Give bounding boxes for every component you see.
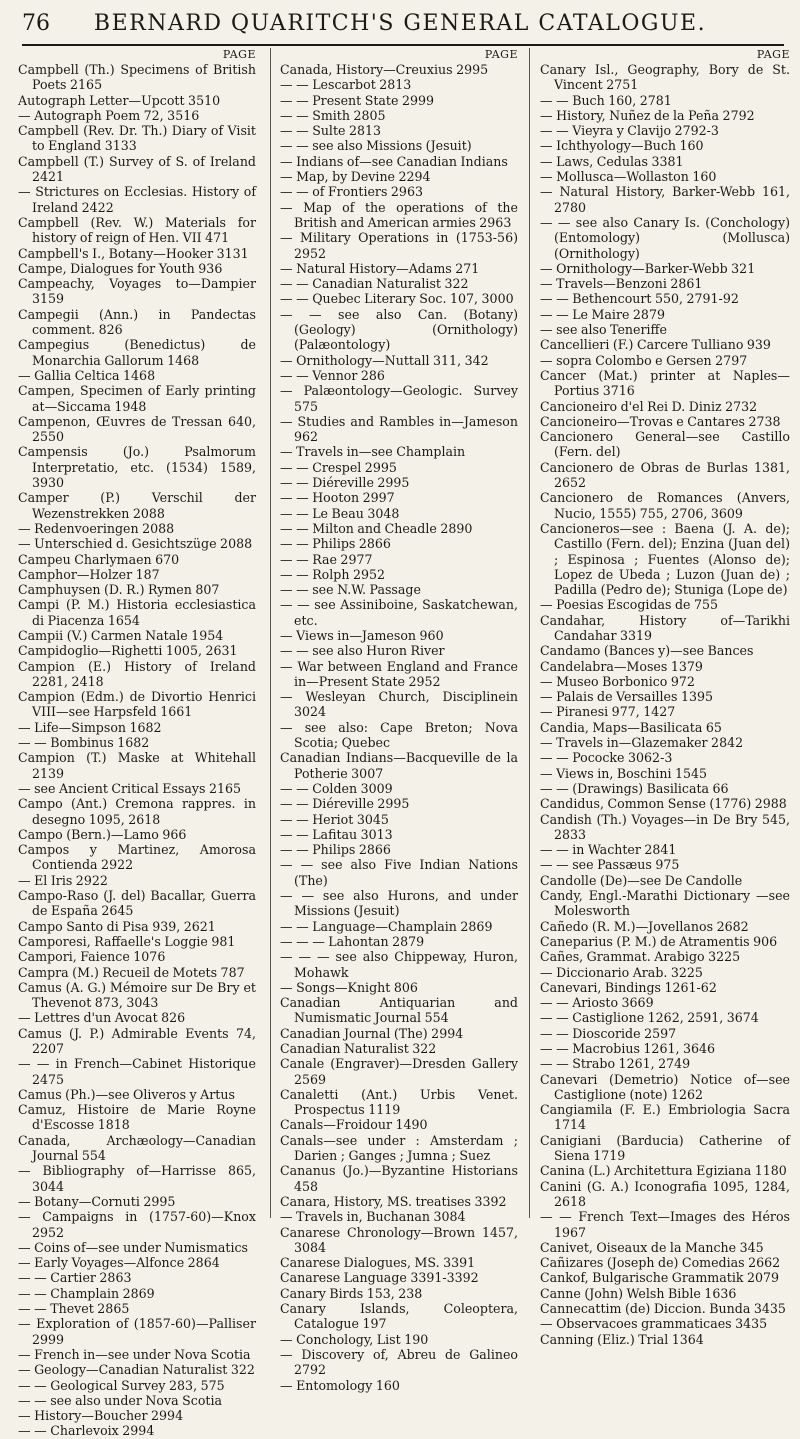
index-entry: Campbell (Rev. W.) Materials for history of reign of Hen. VII 471: [18, 214, 256, 246]
index-entry: — — Rolph 2952: [280, 566, 386, 582]
index-entry: Candolle (De)—see De Candolle: [540, 872, 743, 888]
index-entry: Camporesi, Raffaelle's Loggie 981: [18, 933, 236, 949]
index-entry: — — in French—Cabinet Historique 2475: [18, 1056, 256, 1087]
index-entry: — — Colden 3009: [280, 780, 393, 796]
index-entry: Candahar, History of—Tarikhi Candahar 3319: [540, 612, 790, 643]
index-entry: — — Bombinus 1682: [18, 735, 150, 751]
column-page-label: PAGE: [484, 48, 518, 61]
index-entry: — Observacoes grammaticaes 3435: [540, 1316, 768, 1332]
index-entry: — — Smith 2805: [280, 107, 386, 123]
index-entry: Campori, Faience 1076: [18, 949, 166, 965]
index-entry: Campion (T.) Maske at Whitehall 2139: [18, 750, 256, 781]
index-entry: — Geology—Canadian Naturalist 322: [18, 1362, 255, 1378]
index-entry: — Poesias Escogidas de 755: [540, 597, 719, 613]
index-entry: — Exploration of (1857-60)—Palliser 2999: [18, 1316, 256, 1347]
index-entry: — Discovery of, Abreu de Galineo 2792: [280, 1346, 518, 1378]
index-entry: Candamo (Bances y)—see Bances: [540, 643, 754, 659]
index-entry: Camus (Ph.)—see Oliveros y Artus: [18, 1086, 235, 1102]
index-entry: Cancioneros—see : Baena (J. A. de); Castillo (Fern. del); Enzina (Juan del) ; Espinosa ; Fuentes (Alonso de); Lopez de Ubeda ; Luzon (Juan de) ; Padilla (Pedro de); Stuniga (Lope de): [540, 520, 790, 598]
page-header: [22, 6, 778, 40]
index-entry: — — in Wachter 2841: [540, 842, 677, 858]
index-entry: Campra (M.) Recueil de Motets 787: [18, 964, 245, 980]
index-entry: — Strictures on Ecclesias. History of Ireland 2422: [18, 184, 256, 215]
index-entry: — — (Drawings) Basilicata 66: [540, 780, 729, 796]
index-entry: — — Le Maire 2879: [540, 306, 665, 322]
index-entry: Canara, History, MS. treatises 3392: [280, 1193, 507, 1209]
index-entry: Campbell (Th.) Specimens of British Poets 2165: [18, 62, 256, 93]
index-entry: Campbell (T.) Survey of S. of Ireland 2421: [18, 153, 256, 185]
index-entry: Candia, Maps—Basilicata 65: [540, 719, 722, 735]
index-entry: — — see also Canary Is. (Conchology) (Entomology) (Mollusca) (Ornithology): [540, 214, 790, 261]
index-entry: — Wesleyan Church, Disciplinein 3024: [280, 689, 518, 720]
index-entry: — — Buch 160, 2781: [540, 92, 672, 108]
index-entry: Canada, Archæology—Canadian Journal 554: [18, 1132, 256, 1164]
index-entry: — — see also Huron River: [280, 643, 445, 659]
index-entry: Campeu Charlymaen 670: [18, 551, 180, 567]
index-entry: — Travels in, Buchanan 3084: [280, 1209, 466, 1225]
index-entry: — History, Nuñez de la Peña 2792: [540, 107, 755, 123]
index-entry: Canary Birds 153, 238: [280, 1285, 423, 1301]
index-entry: — — Cartier 2863: [18, 1270, 132, 1286]
index-entry: — see Ancient Critical Essays 2165: [18, 780, 242, 796]
index-entry: — Entomology 160: [280, 1377, 400, 1393]
index-entry: — War between England and France in—Present State 2952: [280, 658, 518, 689]
index-entry: Cannecattim (de) Diccion. Bunda 3435: [540, 1301, 786, 1317]
index-entry: — — Quebec Literary Soc. 107, 3000: [280, 291, 514, 307]
index-entry: Camus (J. P.) Admirable Events 74, 2207: [18, 1025, 256, 1056]
index-entry: — — Hooton 2997: [280, 490, 395, 506]
index-entry: — Conchology, List 190: [280, 1331, 429, 1347]
index-entry: Cancionero de Romances (Anvers, Nucio, 1555) 755, 2706, 3609: [540, 490, 790, 521]
index-entry: — Piranesi 977, 1427: [540, 704, 676, 720]
index-entry: Campen, Specimen of Early printing at—Siccama 1948: [18, 383, 256, 414]
index-entry: — French in—see under Nova Scotia: [18, 1346, 251, 1362]
index-entry: Campo Santo di Pisa 939, 2621: [18, 918, 216, 934]
index-entry: Canadian Antiquarian and Numismatic Journal 554: [280, 995, 518, 1026]
index-entry: Cancionero General—see Castillo (Fern. del): [540, 429, 790, 460]
index-entry: — — see also Missions (Jesuit): [280, 138, 472, 154]
index-entry: — — — Lahontan 2879: [280, 933, 425, 949]
index-entry: — Natural History, Barker-Webb 161, 2780: [540, 184, 790, 215]
index-entry: Campegii (Ann.) in Pandectas comment. 826: [18, 306, 256, 338]
column-3: [540, 48, 790, 1347]
index-entry: — Travels—Benzoni 2861: [540, 276, 703, 292]
index-entry: Candidus, Common Sense (1776) 2988: [540, 796, 787, 812]
index-entry: — — Castiglione 1262, 2591, 3674: [540, 1010, 759, 1026]
index-entry: — Map of the operations of the British and American armies 2963: [280, 199, 518, 230]
index-entry: — — Lafitau 3013: [280, 826, 393, 842]
index-entry: Cancer (Mat.) printer at Naples—Portius 3716: [540, 367, 790, 399]
index-entry: — Views in, Boschini 1545: [540, 765, 708, 781]
column-divider: [270, 48, 271, 1218]
index-entry: — Songs—Knight 806: [280, 979, 418, 995]
index-entry: Canevari, Bindings 1261-62: [540, 979, 717, 995]
index-entry: — Studies and Rambles in—Jameson 962: [280, 413, 518, 445]
index-entry: — — Bethencourt 550, 2791-92: [540, 291, 739, 307]
index-entry: — — see Passæus 975: [540, 857, 680, 873]
index-entry: — — Language—Champlain 2869: [280, 918, 493, 934]
index-entry: — — Philips 2866: [280, 536, 391, 552]
index-entry: Cañizares (Joseph de) Comedias 2662: [540, 1255, 781, 1271]
index-entry: Canary Islands, Coleoptera, Catalogue 197: [280, 1301, 518, 1332]
index-entry: — — Pococke 3062-3: [540, 750, 673, 766]
index-entry: Autograph Letter—Upcott 3510: [18, 92, 221, 108]
index-entry: — see also: Cape Breton; Nova Scotia; Quebec: [280, 719, 518, 751]
index-entry: — — Vennor 286: [280, 367, 385, 383]
index-entry: — — Milton and Cheadle 2890: [280, 520, 473, 536]
index-entry: — — Champlain 2869: [18, 1285, 155, 1301]
header-rule: [22, 44, 784, 46]
index-entry: — — Diéreville 2995: [280, 475, 410, 491]
index-entry: Campe, Dialogues for Youth 936: [18, 260, 223, 276]
index-entry: — — see also Hurons, and under Missions (Jesuit): [280, 888, 518, 919]
index-entry: Cananus (Jo.)—Byzantine Historians 458: [280, 1163, 518, 1194]
index-entry: — Ichthyology—Buch 160: [540, 138, 704, 154]
index-entry: Canale (Engraver)—Dresden Gallery 2569: [280, 1056, 518, 1087]
index-entry: — — Present State 2999: [280, 92, 434, 108]
index-entry: — — Strabo 1261, 2749: [540, 1056, 691, 1072]
running-title: BERNARD QUARITCH'S GENERAL CATALOGUE.: [93, 10, 707, 36]
index-entry: — — Crespel 2995: [280, 459, 397, 475]
index-entry: Campo-Raso (J. del) Bacallar, Guerra de España 2645: [18, 888, 256, 919]
entry-list: [18, 62, 256, 1439]
index-entry: — — of Frontiers 2963: [280, 184, 423, 200]
index-entry: Camphor—Holzer 187: [18, 566, 160, 582]
index-entry: — — see Assiniboine, Saskatchewan, etc.: [280, 597, 518, 628]
index-entry: — — Charlevoix 2994: [18, 1423, 155, 1439]
index-entry: Camus (A. G.) Mémoire sur De Bry et Thevenot 873, 3043: [18, 979, 256, 1011]
index-entry: Campbell's I., Botany—Hooker 3131: [18, 245, 249, 261]
column-page-label: PAGE: [756, 48, 790, 61]
index-entry: — see also Teneriffe: [540, 322, 667, 338]
index-entry: — — see N.W. Passage: [280, 582, 421, 598]
index-entry: Cangiamila (F. E.) Embriologia Sacra 1714: [540, 1102, 790, 1133]
index-entry: Campbell (Rev. Dr. Th.) Diary of Visit to England 3133: [18, 123, 256, 154]
index-entry: Campii (V.) Carmen Natale 1954: [18, 627, 224, 643]
index-entry: Candelabra—Moses 1379: [540, 658, 703, 674]
index-entry: — — Sulte 2813: [280, 123, 382, 139]
index-entry: Campos y Martinez, Amorosa Contienda 2922: [18, 842, 256, 873]
index-entry: — History—Boucher 2994: [18, 1408, 184, 1424]
index-entry: — Natural History—Adams 271: [280, 260, 480, 276]
index-entry: — Life—Simpson 1682: [18, 719, 162, 735]
index-entry: Campensis (Jo.) Psalmorum Interpretatio, etc. (1534) 1589, 3930: [18, 444, 256, 491]
index-entry: Campion (E.) History of Ireland 2281, 2418: [18, 658, 256, 689]
index-entry: — — Lescarbot 2813: [280, 77, 412, 93]
index-entry: Candish (Th.) Voyages—in De Bry 545, 2833: [540, 811, 790, 842]
index-entry: Canaletti (Ant.) Urbis Venet. Prospectus 1119: [280, 1086, 518, 1118]
index-entry: — Map, by Devine 2294: [280, 169, 431, 185]
index-entry: — Museo Borbonico 972: [540, 673, 695, 689]
index-entry: — Coins of—see under Numismatics: [18, 1239, 249, 1255]
index-entry: — Early Voyages—Alfonce 2864: [18, 1255, 220, 1271]
index-entry: Canne (John) Welsh Bible 1636: [540, 1285, 737, 1301]
index-entry: Canadian Indians—Bacqueville de la Potherie 3007: [280, 750, 518, 781]
index-entry: — — French Text—Images des Héros 1967: [540, 1209, 790, 1240]
index-entry: — Bibliography of—Harrisse 865, 3044: [18, 1163, 256, 1194]
index-entry: Canina (L.) Architettura Egiziana 1180: [540, 1163, 787, 1179]
index-entry: Cancioneiro d'el Rei D. Diniz 2732: [540, 398, 758, 414]
index-entry: — Gallia Celtica 1468: [18, 367, 156, 383]
entry-list: [280, 62, 518, 1393]
index-entry: Canals—Froidour 1490: [280, 1117, 428, 1133]
index-entry: — — Dioscoride 2597: [540, 1025, 677, 1041]
index-entry: — — Heriot 3045: [280, 811, 389, 827]
index-entry: Canarese Dialogues, MS. 3391: [280, 1255, 476, 1271]
index-entry: Campidoglio—Righetti 1005, 2631: [18, 643, 238, 659]
index-entry: Canini (G. A.) Iconografia 1095, 1284, 2618: [540, 1178, 790, 1209]
index-entry: — — Vieyra y Clavijo 2792-3: [540, 123, 719, 139]
index-entry: Canevari (Demetrio) Notice of—see Castiglione (note) 1262: [540, 1071, 790, 1102]
index-entry: — — Geological Survey 283, 575: [18, 1377, 225, 1393]
index-entry: — Campaigns in (1757-60)—Knox 2952: [18, 1209, 256, 1240]
column-2: [280, 48, 518, 1393]
index-entry: — — Canadian Naturalist 322: [280, 276, 469, 292]
index-entry: Cañedo (R. M.)—Jovellanos 2682: [540, 918, 749, 934]
index-entry: Campo (Ant.) Cremona rappres. in desegno 1095, 2618: [18, 796, 256, 827]
index-entry: Canigiani (Barducia) Catherine of Siena 1719: [540, 1132, 790, 1164]
index-entry: — — see also Five Indian Nations (The): [280, 857, 518, 888]
index-entry: Caneparius (P. M.) de Atramentis 906: [540, 933, 778, 949]
index-entry: — Redenvoeringen 2088: [18, 520, 175, 536]
index-entry: Campegius (Benedictus) de Monarchia Gallorum 1468: [18, 337, 256, 368]
index-entry: — — see also under Nova Scotia: [18, 1392, 222, 1408]
index-entry: — sopra Colombo e Gersen 2797: [540, 352, 748, 368]
index-entry: — Mollusca—Wollaston 160: [540, 169, 717, 185]
index-entry: Candy, Engl.-Marathi Dictionary —see Molesworth: [540, 888, 790, 919]
index-entry: — — Ariosto 3669: [540, 995, 654, 1011]
index-entry: Cancionero de Obras de Burlas 1381, 2652: [540, 459, 790, 491]
index-entry: Campenon, Œuvres de Tressan 640, 2550: [18, 413, 256, 445]
index-entry: Camper (P.) Verschil der Wezenstrekken 2088: [18, 490, 256, 521]
index-entry: — Military Operations in (1753-56) 2952: [280, 230, 518, 261]
index-entry: Campeachy, Voyages to—Dampier 3159: [18, 276, 256, 307]
index-entry: — — Philips 2866: [280, 842, 391, 858]
index-entry: Camphuysen (D. R.) Rymen 807: [18, 582, 220, 598]
index-entry: Camuz, Histoire de Marie Royne d'Escosse 1818: [18, 1102, 256, 1133]
index-entry: — Travels in—see Champlain: [280, 444, 466, 460]
index-entry: — Ornithology—Barker-Webb 321: [540, 260, 756, 276]
index-entry: Campion (Edm.) de Divortio Henrici VIII—see Harpsfeld 1661: [18, 689, 256, 720]
index-entry: Canals—see under : Amsterdam ; Darien ; Ganges ; Jumna ; Suez: [280, 1132, 518, 1164]
index-entry: — Diccionario Arab. 3225: [540, 964, 703, 980]
index-entry: — — Rae 2977: [280, 551, 373, 567]
index-entry: — Lettres d'un Avocat 826: [18, 1010, 186, 1026]
index-entry: Canadian Journal (The) 2994: [280, 1025, 464, 1041]
index-entry: — Ornithology—Nuttall 311, 342: [280, 352, 489, 368]
index-entry: — — — see also Chippeway, Huron, Mohawk: [280, 949, 518, 980]
index-entry: Canarese Language 3391-3392: [280, 1270, 479, 1286]
index-entry: Cancioneiro—Trovas e Cantares 2738: [540, 413, 781, 429]
index-entry: — Indians of—see Canadian Indians: [280, 153, 508, 169]
index-entry: — Autograph Poem 72, 3516: [18, 107, 200, 123]
index-entry: Canadian Naturalist 322: [280, 1041, 437, 1056]
column-divider: [529, 48, 530, 1218]
index-entry: Cañes, Grammat. Arabigo 3225: [540, 949, 741, 965]
index-entry: Campo (Bern.)—Lamo 966: [18, 826, 187, 842]
index-entry: Canada, History—Creuxius 2995: [280, 62, 489, 77]
index-entry: — Palæontology—Geologic. Survey 575: [280, 383, 518, 414]
index-entry: Campi (P. M.) Historia ecclesiastica di Piacenza 1654: [18, 597, 256, 628]
index-entry: — — Diéreville 2995: [280, 796, 410, 812]
index-entry: — Travels in—Glazemaker 2842: [540, 735, 744, 751]
index-entry: — Unterschied d. Gesichtszüge 2088: [18, 536, 253, 552]
entry-list: [540, 62, 790, 1347]
index-entry: — — see also Can. (Botany) (Geology) (Ornithology) (Palæontology): [280, 306, 518, 353]
index-entry: — — Macrobius 1261, 3646: [540, 1041, 716, 1056]
index-entry: Cancellieri (F.) Carcere Tulliano 939: [540, 337, 771, 353]
page-number: 76: [22, 10, 50, 36]
index-entry: — Palais de Versailles 1395: [540, 689, 713, 705]
index-entry: — Views in—Jameson 960: [280, 627, 444, 643]
index-entry: Canary Isl., Geography, Bory de St. Vincent 2751: [540, 62, 790, 93]
column-page-label: PAGE: [222, 48, 256, 61]
index-entry: Cankof, Bulgarische Grammatik 2079: [540, 1270, 780, 1286]
index-entry: — Botany—Cornuti 2995: [18, 1193, 176, 1209]
index-entry: Canning (Eliz.) Trial 1364: [540, 1331, 704, 1347]
column-1: [18, 48, 256, 1439]
index-entry: — — Thevet 2865: [18, 1301, 130, 1317]
index-entry: — — Le Beau 3048: [280, 505, 400, 521]
index-entry: — El Iris 2922: [18, 872, 108, 888]
index-entry: — Laws, Cedulas 3381: [540, 153, 684, 169]
index-entry: Canarese Chronology—Brown 1457, 3084: [280, 1224, 518, 1255]
index-entry: Canivet, Oiseaux de la Manche 345: [540, 1239, 764, 1255]
